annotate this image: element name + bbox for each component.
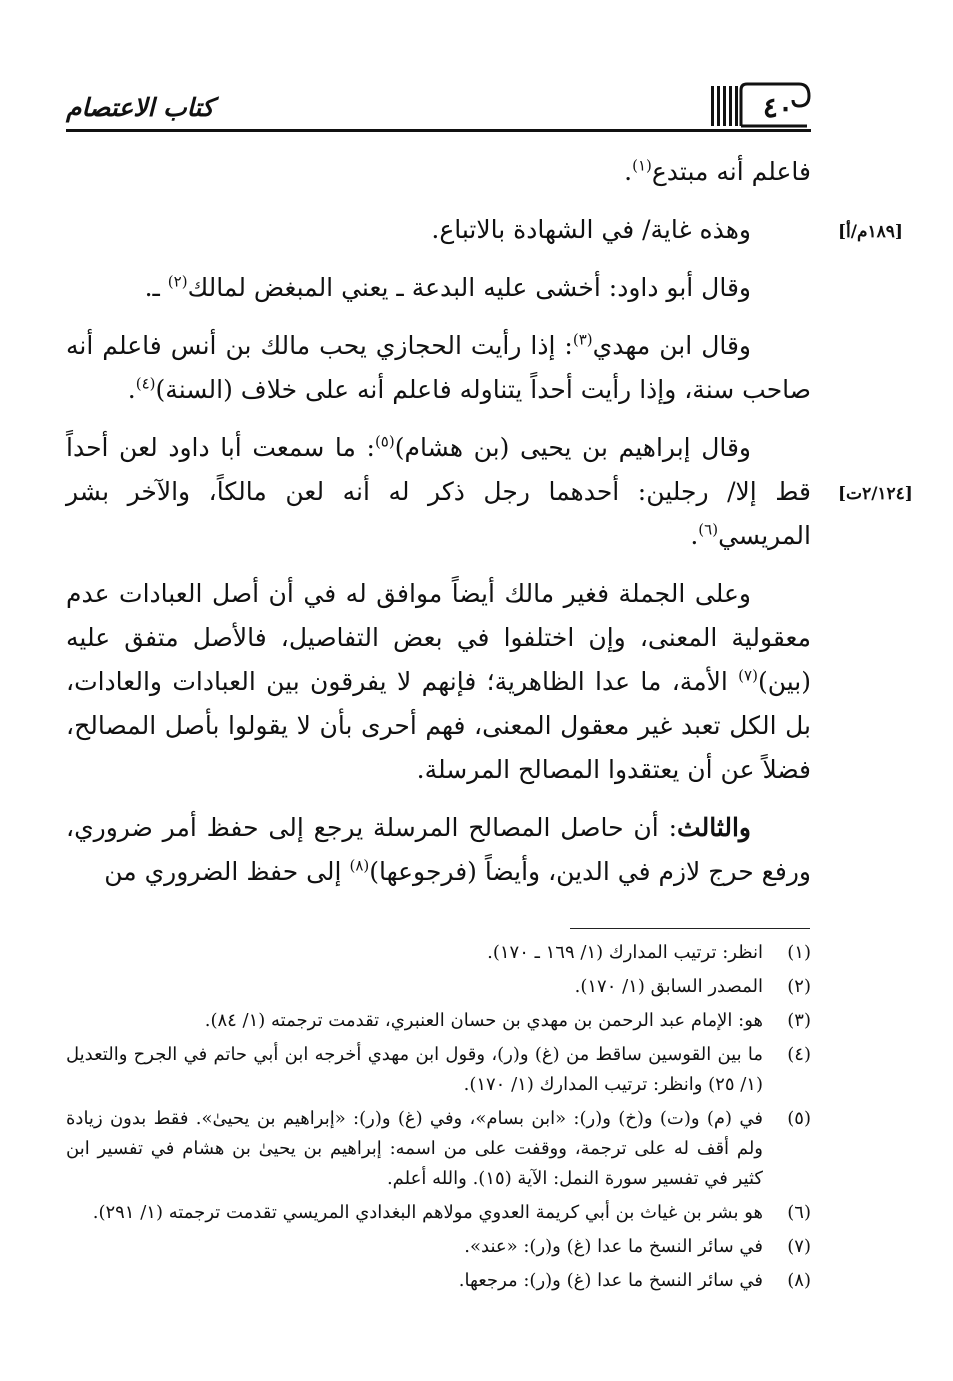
paragraph bbox=[66, 208, 811, 252]
text: . bbox=[690, 521, 699, 550]
footnote bbox=[66, 1198, 811, 1228]
footnote bbox=[66, 1006, 811, 1036]
footnote bbox=[66, 1104, 811, 1194]
footnote-text: المصدر السابق (١/ ١٧٠). bbox=[574, 976, 763, 997]
footnote-text: ما بين القوسين ساقط من (غ) و(ر)، وقول ابن مهدي أخرجه ابن أبي حاتم في الجرح والتعديل (١/ ٢٥) وانظر: ترتيب المدارك (١/ ١٧٠). bbox=[66, 1044, 763, 1095]
footnote-ref: (٥) bbox=[374, 432, 395, 451]
text: : إذا رأيت الحجازي يحب مالك بن أنس فاعلم أنه صاحب سنة، وإذا رأيت أحداً يتناوله فاعلم أنه على خلاف (السنة) bbox=[66, 331, 811, 404]
footnote-ref: (٨) bbox=[349, 856, 370, 875]
paragraph bbox=[66, 150, 811, 194]
footnote-text: في سائر النسخ ما عدا (غ) و(ر): «عند». bbox=[464, 1236, 763, 1257]
footnote bbox=[66, 1266, 811, 1296]
text: فاعلم أنه مبتدع bbox=[651, 157, 811, 186]
header-rule bbox=[66, 129, 811, 132]
text: . bbox=[127, 375, 136, 404]
paragraph bbox=[66, 806, 811, 894]
footnote-number: (٥) bbox=[787, 1108, 811, 1129]
footnote-number: (٧) bbox=[787, 1236, 811, 1257]
footnote-text: في سائر النسخ ما عدا (غ) و(ر): مرجعها. bbox=[458, 1270, 763, 1291]
footnote-separator bbox=[570, 928, 810, 929]
footnote-ref: (٧) bbox=[738, 666, 758, 685]
paragraph bbox=[66, 426, 811, 558]
footnote-number: (٣) bbox=[787, 1010, 811, 1031]
text: إلى حفظ الضروري من bbox=[104, 857, 350, 886]
text: : أن حاصل المصالح المرسلة يرجع إلى حفظ أمر ضروري، ورفع حرج لازم في الدين، وأيضاً (فرجوعها) bbox=[66, 813, 811, 886]
paragraph bbox=[66, 572, 811, 792]
paragraph bbox=[66, 324, 811, 412]
footnote-ref: (٦) bbox=[698, 520, 719, 539]
footnote-ref: (٣) bbox=[572, 330, 593, 349]
footnote-text: هو: الإمام عبد الرحمن بن مهدي بن حسان العنبري، تقدمت ترجمته (١/ ٨٤). bbox=[204, 1010, 763, 1031]
text: الأمة، ما عدا الظاهرية؛ فإنهم لا يفرقون بين العبادات والعادات، بل الكل تعبد غير معقول المعنى، فهم أحرى بأن لا يقولوا بأصل المصالح، فضلاً عن أن يعتقدوا المصالح المرسلة. bbox=[66, 667, 811, 784]
text: وقال ابن مهدي bbox=[592, 331, 751, 360]
footnote-number: (١) bbox=[787, 942, 811, 963]
paragraph bbox=[66, 266, 811, 310]
footnotes bbox=[66, 938, 811, 1300]
text: وعلى الجملة فغير مالك أيضاً موافق له في أن أصل العبادات عدم معقولية المعنى، وإن اختلفوا في بعض التفاصيل، فالأصل متفق عليه (بين) bbox=[66, 579, 811, 696]
footnote-text: في (م) و(ت) و(خ) و(ر): «ابن بسام»، وفي (غ) و(ر): «إبراهيم بن يحيىٰ». فقط بدون زيادة ولم أقف له على ترجمة، ووقفت على من اسمه: إبراهيم بن يحيىٰ بن هشام في تفسير ابن كثير في تفسير سورة النمل: الآية (١٥). والله أعلم. bbox=[66, 1108, 763, 1189]
footnote-ref: (٢) bbox=[167, 272, 188, 291]
text: وقال إبراهيم بن يحيى (بن هشام) bbox=[394, 433, 751, 462]
main-text bbox=[66, 150, 811, 894]
text: . bbox=[624, 157, 633, 186]
text: وهذه غاية/ في الشهادة بالاتباع. bbox=[431, 215, 751, 244]
footnote-text: انظر: ترتيب المدارك (١/ ١٦٩ ـ ١٧٠). bbox=[487, 942, 763, 963]
margin-note-manuscript-ref: [٢/١٢٤ت] bbox=[838, 484, 913, 504]
footnote-ref: (١) bbox=[632, 156, 652, 175]
page-header bbox=[66, 70, 811, 132]
footnote-number: (٢) bbox=[787, 976, 811, 997]
footnote-number: (٤) bbox=[787, 1044, 811, 1065]
text: ـ. bbox=[144, 273, 168, 302]
footnote-text: هو بشر بن غياث بن أبي كريمة العدوي مولاهم البغدادي المريسي تقدمت ترجمته (١/ ٢٩١). bbox=[92, 1202, 763, 1223]
footnote-ref: (٤) bbox=[135, 374, 156, 393]
margin-note-manuscript-ref: [١٨٩م/أ] bbox=[838, 222, 903, 242]
footnote-number: (٨) bbox=[787, 1270, 811, 1291]
text: وقال أبو داود: أخشى عليه البدعة ـ يعني المبغض لمالك bbox=[187, 273, 751, 302]
footnote bbox=[66, 972, 811, 1002]
footnote-number: (٦) bbox=[787, 1202, 811, 1223]
footnote bbox=[66, 938, 811, 968]
section-lead: والثالث bbox=[677, 813, 751, 842]
page-number: ٤٠ bbox=[762, 91, 793, 124]
book-title: كتاب الاعتصام bbox=[66, 93, 214, 122]
text: : ما سمعت أبا داود لعن أحداً قط إلا/ رجلين: أحدهما رجل ذكر له أنه لعن مالكاً، والآخر بشر المريسي bbox=[66, 433, 811, 550]
footnote bbox=[66, 1040, 811, 1100]
footnote bbox=[66, 1232, 811, 1262]
page-number-frame-icon bbox=[711, 80, 811, 130]
